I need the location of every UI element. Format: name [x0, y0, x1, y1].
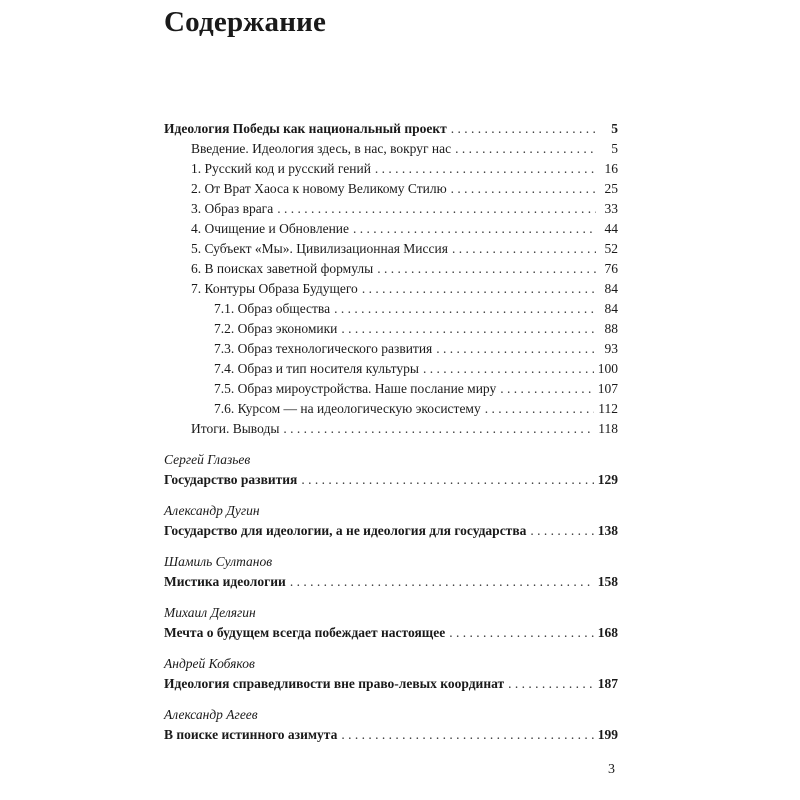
toc-entry[interactable] [164, 139, 618, 159]
toc-entry-title: Введение. Идеология здесь, в нас, вокруг нас [191, 141, 452, 156]
toc-entry-page: 5 [611, 121, 618, 136]
dot-leader [452, 239, 596, 259]
toc-entry[interactable] [164, 674, 618, 694]
page-title: Содержание [164, 6, 327, 38]
dot-leader [277, 199, 596, 219]
toc-entry-title: 1. Русский код и русский гений [191, 161, 371, 176]
dot-leader [334, 299, 596, 319]
author-section [164, 552, 618, 592]
toc-entry[interactable] [164, 259, 618, 279]
toc-main-heading[interactable] [164, 119, 618, 139]
toc-entry-page: 93 [604, 341, 618, 356]
toc-entry-page: 84 [604, 281, 618, 296]
dot-leader [353, 219, 596, 239]
author-name: Шамиль Султанов [164, 554, 273, 569]
toc-entry-title: 7.3. Образ технологического развития [214, 341, 433, 356]
dot-leader [290, 572, 594, 592]
dot-leader [485, 399, 595, 419]
toc-entry[interactable] [164, 159, 618, 179]
toc-entry-title: 7. Контуры Образа Будущего [191, 281, 358, 296]
author-name: Александр Дугин [164, 503, 260, 518]
toc-entry[interactable] [164, 199, 618, 219]
page-number: 3 [608, 762, 615, 777]
dot-leader [530, 521, 593, 541]
toc-subentry[interactable] [164, 299, 618, 319]
toc-entry-page: 16 [604, 161, 618, 176]
toc-entry-page: 25 [604, 181, 618, 196]
toc-subentry[interactable] [164, 399, 618, 419]
dot-leader [508, 674, 594, 694]
toc-entry-title: 7.6. Курсом — на идеологическую экосистему [214, 401, 481, 416]
toc-entry-page: 88 [604, 321, 618, 336]
toc-subentry[interactable] [164, 379, 618, 399]
toc-entry-page: 129 [597, 472, 618, 487]
toc-entry-title: В поиске истинного азимута [164, 727, 338, 742]
toc-entry[interactable] [164, 279, 618, 299]
toc-entry-title: 5. Субъект «Мы». Цивилизационная Миссия [191, 241, 448, 256]
toc-entry-page: 76 [604, 261, 618, 276]
dot-leader [500, 379, 594, 399]
toc-entry-title: 4. Очищение и Обновление [191, 221, 350, 236]
dot-leader [455, 139, 596, 159]
toc-entry-title: 2. От Врат Хаоса к новому Великому Стилю [191, 181, 447, 196]
toc-entry-title: Идеология Победы как национальный проект [164, 121, 447, 136]
toc-entry[interactable] [164, 179, 618, 199]
toc-subentry[interactable] [164, 359, 618, 379]
toc-entry-title: 7.2. Образ экономики [214, 321, 338, 336]
toc-entry-page: 107 [597, 381, 618, 396]
author-section [164, 705, 618, 745]
toc-entry[interactable] [164, 419, 618, 439]
dot-leader [362, 279, 596, 299]
dot-leader [451, 119, 596, 139]
dot-leader [377, 259, 596, 279]
toc-entry-title: Государство развития [164, 472, 298, 487]
toc-entry[interactable] [164, 470, 618, 490]
toc-entry-title: Государство для идеологии, а не идеология для государства [164, 523, 527, 538]
author-name: Сергей Глазьев [164, 452, 251, 467]
toc-entry[interactable] [164, 725, 618, 745]
toc-entry-page: 44 [604, 221, 618, 236]
author-section [164, 501, 618, 541]
toc-entry-title: 6. В поисках заветной формулы [191, 261, 374, 276]
toc-entry[interactable] [164, 521, 618, 541]
toc-entry-title: 7.4. Образ и тип носителя культуры [214, 361, 419, 376]
toc-entry-title: Мечта о будущем всегда побеждает настоящее [164, 625, 446, 640]
author-section [164, 603, 618, 643]
dot-leader [449, 623, 594, 643]
dot-leader [436, 339, 596, 359]
dot-leader [283, 419, 594, 439]
toc-entry-page: 187 [597, 676, 618, 691]
toc-entry[interactable] [164, 623, 618, 643]
toc-entry-title: Итоги. Выводы [191, 421, 280, 436]
toc-entry-page: 33 [604, 201, 618, 216]
author-section [164, 654, 618, 694]
dot-leader [423, 359, 594, 379]
toc-entry-page: 52 [604, 241, 618, 256]
toc-entry-page: 118 [598, 421, 618, 436]
toc-entry-page: 5 [611, 141, 618, 156]
dot-leader [341, 725, 593, 745]
table-of-contents [164, 119, 618, 745]
dot-leader [375, 159, 596, 179]
toc-subentry[interactable] [164, 339, 618, 359]
toc-entry-page: 138 [597, 523, 618, 538]
toc-entry[interactable] [164, 572, 618, 592]
dot-leader [301, 470, 593, 490]
author-name: Александр Агеев [164, 707, 258, 722]
toc-entry-page: 100 [597, 361, 618, 376]
author-section [164, 450, 618, 490]
dot-leader [341, 319, 596, 339]
toc-entry-title: 7.1. Образ общества [214, 301, 331, 316]
toc-entry-title: Идеология справедливости вне право-левых координат [164, 676, 505, 691]
toc-entry[interactable] [164, 219, 618, 239]
toc-entry-page: 199 [597, 727, 618, 742]
toc-entry-page: 112 [598, 401, 618, 416]
author-name: Андрей Кобяков [164, 656, 255, 671]
toc-entry-page: 168 [597, 625, 618, 640]
toc-subentry[interactable] [164, 319, 618, 339]
author-name: Михаил Делягин [164, 605, 256, 620]
toc-entry-page: 158 [597, 574, 618, 589]
toc-entry-title: 3. Образ врага [191, 201, 274, 216]
toc-entry-page: 84 [604, 301, 618, 316]
toc-entry-title: Мистика идеологии [164, 574, 286, 589]
dot-leader [451, 179, 596, 199]
toc-entry[interactable] [164, 239, 618, 259]
toc-entry-title: 7.5. Образ мироустройства. Наше послание миру [214, 381, 497, 396]
